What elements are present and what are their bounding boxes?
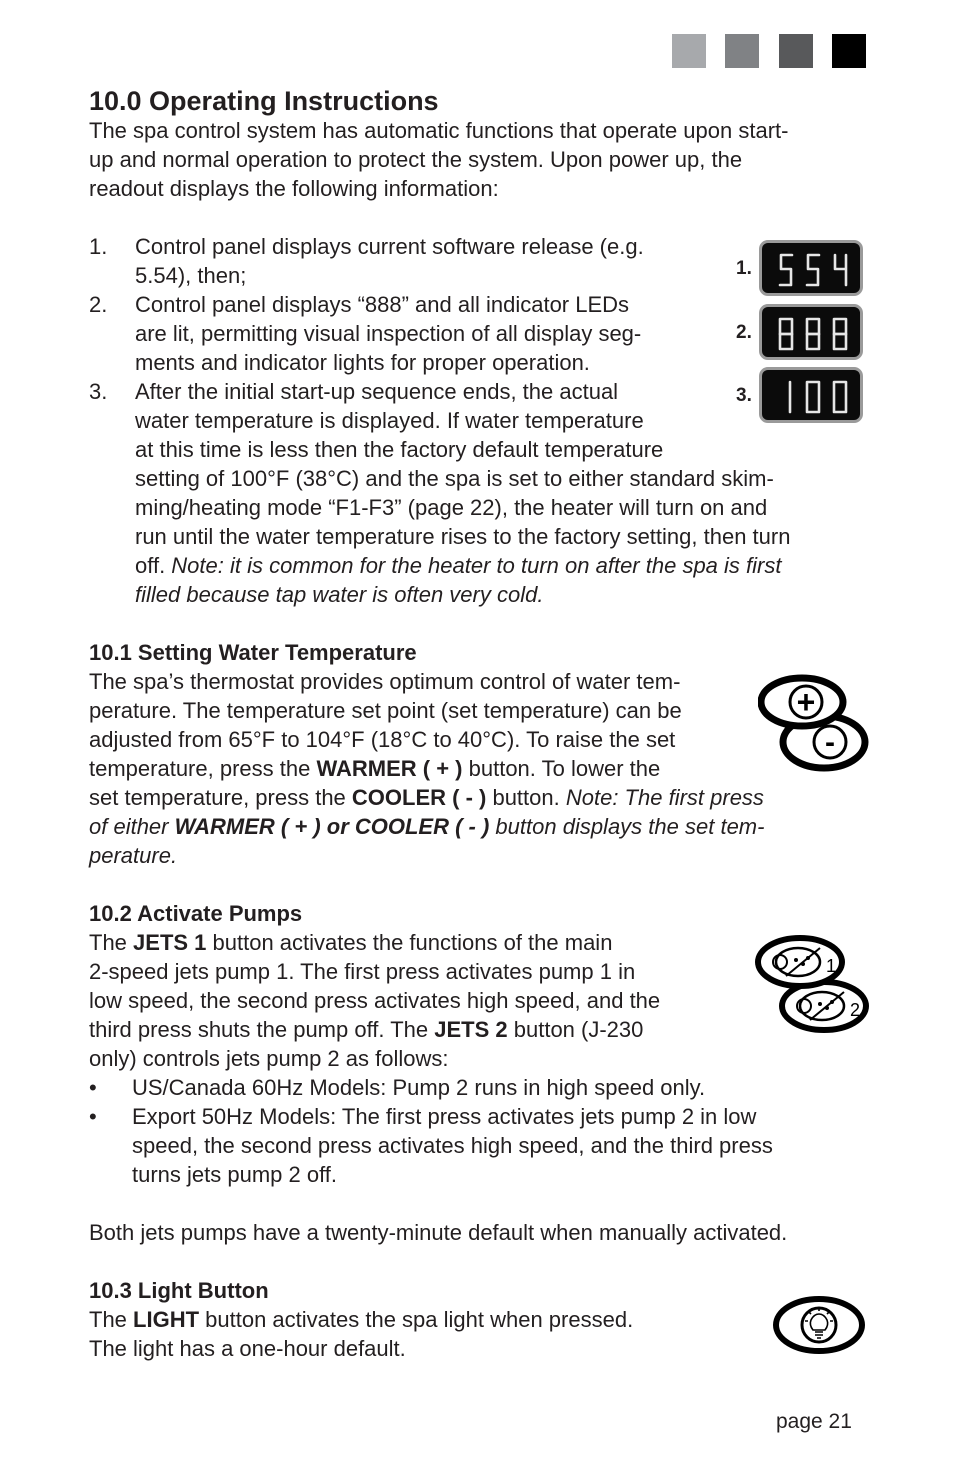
step-text: water temperature is displayed. If water temperature bbox=[135, 408, 644, 433]
led-readout-icon bbox=[776, 316, 852, 354]
jets2-number: 2 bbox=[849, 1000, 861, 1020]
step-text: at this time is less then the factory default temperature bbox=[135, 437, 664, 462]
bullet: • bbox=[89, 1075, 97, 1100]
text-run: The bbox=[89, 1307, 134, 1332]
step-text: ming/heating mode “F1-F3” (page 22), the heater will turn on and bbox=[135, 495, 768, 520]
led-display-software bbox=[759, 240, 863, 296]
step-number: 2. bbox=[89, 292, 108, 317]
intro-line: readout displays the following information: bbox=[89, 176, 499, 201]
body-line bbox=[89, 754, 660, 783]
warmer-label: WARMER ( + ) bbox=[316, 756, 463, 781]
text-run: set temperature, press the bbox=[89, 785, 352, 810]
bullet-text: US/Canada 60Hz Models: Pump 2 runs in high speed only. bbox=[132, 1075, 706, 1100]
step-note-text: filled because tap water is often very cold. bbox=[135, 582, 544, 607]
step-text: setting of 100°F (38°C) and the spa is set to either standard skim- bbox=[135, 466, 774, 491]
step-text: After the initial start-up sequence ends, the actual bbox=[135, 379, 619, 404]
light-button[interactable] bbox=[771, 1294, 867, 1356]
step-text: 5.54), then; bbox=[135, 263, 247, 288]
step-text: are lit, permitting visual inspection of all display seg- bbox=[135, 321, 642, 346]
section-heading: 10.1 Setting Water Temperature bbox=[89, 640, 417, 665]
note-text: button displays the set tem- bbox=[489, 814, 765, 839]
header-square-2 bbox=[725, 34, 759, 68]
led-display-test bbox=[759, 304, 863, 360]
jets-buttons bbox=[752, 932, 870, 1036]
text-run: temperature, press the bbox=[89, 756, 317, 781]
body-line bbox=[89, 783, 764, 812]
step-text-off: off. bbox=[135, 553, 172, 578]
step-note bbox=[135, 580, 543, 609]
text-run: The bbox=[89, 930, 134, 955]
section-heading: 10.3 Light Button bbox=[89, 1278, 269, 1303]
led-display-temperature bbox=[759, 367, 863, 423]
jets1-button[interactable] bbox=[758, 938, 842, 986]
jets2-label: JETS 2 bbox=[434, 1017, 508, 1042]
note-buttons: WARMER ( + ) or COOLER ( - ) bbox=[174, 814, 490, 839]
body-line: low speed, the second press activates high speed, and the bbox=[89, 988, 661, 1013]
body-line: adjusted from 65°F to 104°F (18°C to 40°C). To raise the set bbox=[89, 727, 676, 752]
note-text: perature. bbox=[89, 843, 178, 868]
minus-icon[interactable]: - bbox=[825, 726, 835, 759]
text-run: button. To lower the bbox=[462, 756, 661, 781]
header-square-1 bbox=[672, 34, 706, 68]
step-text: Control panel displays current software release (e.g. bbox=[135, 234, 644, 259]
note-text: of either bbox=[89, 814, 175, 839]
intro-line: up and normal operation to protect the system. Upon power up, the bbox=[89, 147, 743, 172]
plus-icon[interactable]: + bbox=[796, 684, 816, 720]
led-readout-icon bbox=[776, 379, 852, 417]
cooler-label: COOLER ( - ) bbox=[351, 785, 487, 810]
header-square-4 bbox=[832, 34, 866, 68]
display-label: 3. bbox=[736, 385, 752, 406]
body-line bbox=[89, 928, 612, 957]
note-text: Note: The first press bbox=[565, 785, 764, 810]
text-run: button activates the functions of the main bbox=[206, 930, 613, 955]
body-line bbox=[89, 841, 177, 870]
text-run: button (J-230 bbox=[507, 1017, 644, 1042]
text-run: button activates the spa light when pressed. bbox=[199, 1307, 634, 1332]
step-number: 1. bbox=[89, 234, 108, 259]
body-line: only) controls jets pump 2 as follows: bbox=[89, 1046, 449, 1071]
section-heading: 10.2 Activate Pumps bbox=[89, 901, 303, 926]
jets1-label: JETS 1 bbox=[133, 930, 207, 955]
text-run: button. bbox=[486, 785, 566, 810]
bullet-text: speed, the second press activates high speed, and the third press bbox=[132, 1133, 773, 1158]
step-note: Note: it is common for the heater to turn on after the spa is first bbox=[171, 553, 782, 578]
body-line bbox=[89, 1015, 643, 1044]
display-label: 2. bbox=[736, 322, 752, 343]
light-label: LIGHT bbox=[133, 1307, 200, 1332]
step-text: ments and indicator lights for proper operation. bbox=[135, 350, 590, 375]
body-line: The light has a one-hour default. bbox=[89, 1336, 406, 1361]
bullet-text: turns jets pump 2 off. bbox=[132, 1162, 338, 1187]
body-line: 2-speed jets pump 1. The first press activates pump 1 in bbox=[89, 959, 636, 984]
step-text bbox=[135, 551, 781, 580]
body-line: perature. The temperature set point (set temperature) can be bbox=[89, 698, 682, 723]
display-label: 1. bbox=[736, 258, 752, 279]
body-line bbox=[89, 1305, 633, 1334]
step-text: Control panel displays “888” and all indicator LEDs bbox=[135, 292, 630, 317]
page-number: page 21 bbox=[776, 1410, 852, 1433]
bullet-text: Export 50Hz Models: The first press activates jets pump 2 in low bbox=[132, 1104, 757, 1129]
warmer-cooler-buttons bbox=[758, 674, 870, 774]
jets1-number: 1 bbox=[825, 956, 837, 976]
text-run: third press shuts the pump off. The bbox=[89, 1017, 435, 1042]
step-text: run until the water temperature rises to the factory setting, then turn bbox=[135, 524, 791, 549]
body-line: The spa’s thermostat provides optimum control of water tem- bbox=[89, 669, 681, 694]
jets2-button[interactable] bbox=[782, 982, 866, 1030]
body-line bbox=[89, 812, 764, 841]
intro-line: The spa control system has automatic functions that operate upon start- bbox=[89, 118, 789, 143]
body-line: Both jets pumps have a twenty-minute default when manually activated. bbox=[89, 1220, 788, 1245]
header-square-3 bbox=[779, 34, 813, 68]
bullet: • bbox=[89, 1104, 97, 1129]
page-title: 10.0 Operating Instructions bbox=[89, 86, 439, 116]
led-readout-icon bbox=[776, 252, 852, 290]
step-number: 3. bbox=[89, 379, 108, 404]
